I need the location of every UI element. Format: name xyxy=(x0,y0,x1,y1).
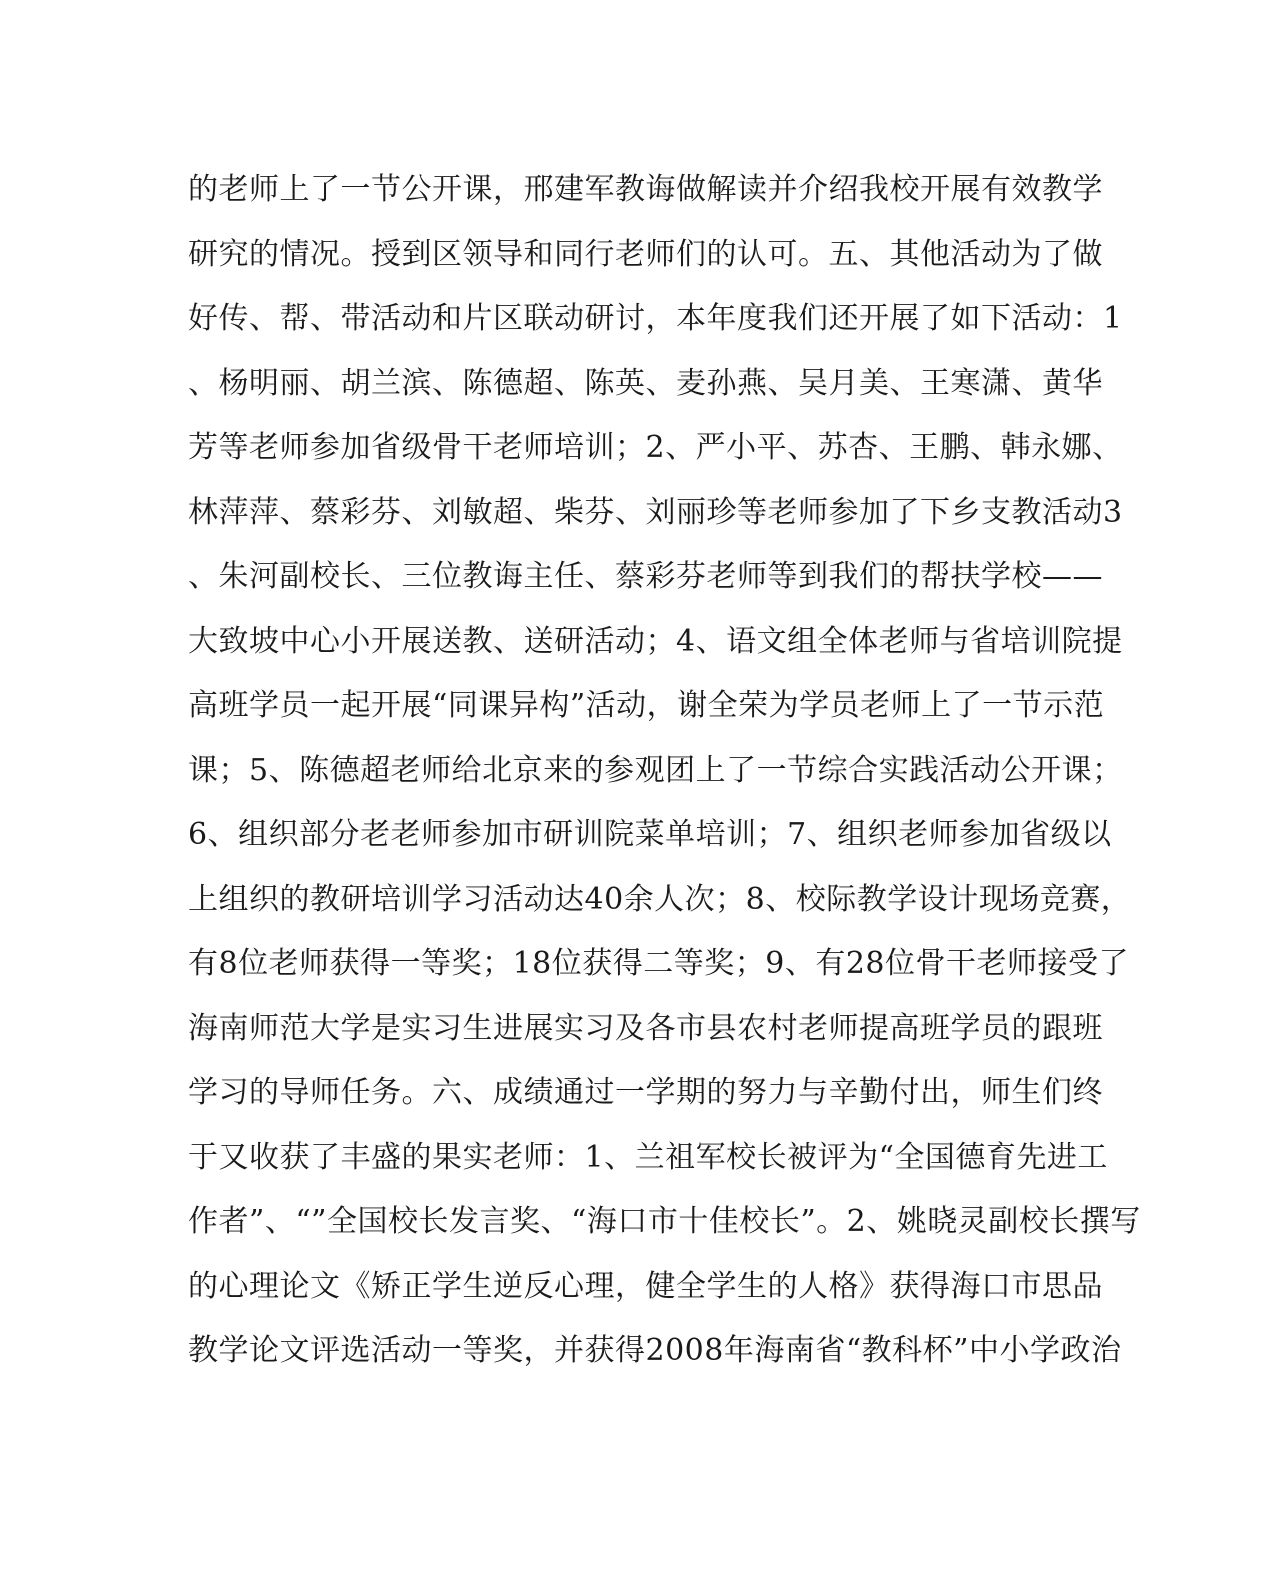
text-line: 高班学员一起开展“同课异构”活动，谢全荣为学员老师上了一节示范 xyxy=(188,688,1105,723)
text-line: 作者”、“”全国校长发言奖、“海口市十佳校长”。2、姚晓灵副校长撰写 xyxy=(188,1204,1141,1239)
text-line: 林萍萍、蔡彩芬、刘敏超、柴芬、刘丽珍等老师参加了下乡支教活动3 xyxy=(188,494,1123,530)
text-line: 好传、帮、带活动和片区联动研讨，本年度我们还开展了如下活动：1 xyxy=(188,301,1123,336)
text-line: 学习的导师任务。六、成绩通过一学期的努力与辛勤付出，师生们终 xyxy=(188,1075,1103,1110)
text-line: 芳等老师参加省级骨干老师培训；2、严小平、苏杏、王鹏、韩永娜、 xyxy=(188,430,1123,465)
text-line: 6、组织部分老老师参加市研训院菜单培训；7、组织老师参加省级以 xyxy=(188,817,1112,852)
text-line: 课；5、陈德超老师给北京来的参观团上了一节综合实践活动公开课； xyxy=(188,752,1123,788)
text-line: 、杨明丽、胡兰滨、陈德超、陈英、麦孙燕、吴月美、王寒潇、黄华 xyxy=(188,365,1103,401)
text-line: 教学论文评选活动一等奖，并获得2008年海南省“教科杯”中小学政治 xyxy=(188,1333,1122,1368)
text-line: 的老师上了一节公开课，邢建军教诲做解读并介绍我校开展有效教学 xyxy=(188,172,1103,207)
text-line: 研究的情况。授到区领导和同行老师们的认可。五、其他活动为了做 xyxy=(188,236,1103,272)
text-line: 、朱河副校长、三位教诲主任、蔡彩芬老师等到我们的帮扶学校—— xyxy=(188,559,1103,594)
text-line: 的心理论文《矫正学生逆反心理，健全学生的人格》获得海口市思品 xyxy=(188,1268,1103,1304)
text-line: 有8位老师获得一等奖；18位获得二等奖；9、有28位骨干老师接受了 xyxy=(188,946,1130,981)
text-line: 上组织的教研培训学习活动达40余人次；8、校际教学设计现场竞赛， xyxy=(188,881,1132,917)
text-line: 大致坡中心小开展送教、送研活动；4、语文组全体老师与省培训院提 xyxy=(188,623,1123,659)
text-line: 海南师范大学是实习生进展实习及各市县农村老师提高班学员的跟班 xyxy=(188,1010,1103,1046)
text-line: 于又收获了丰盛的果实老师：1、兰祖军校长被评为“全国德育先进工 xyxy=(188,1139,1108,1175)
body-text xyxy=(188,158,1141,1384)
